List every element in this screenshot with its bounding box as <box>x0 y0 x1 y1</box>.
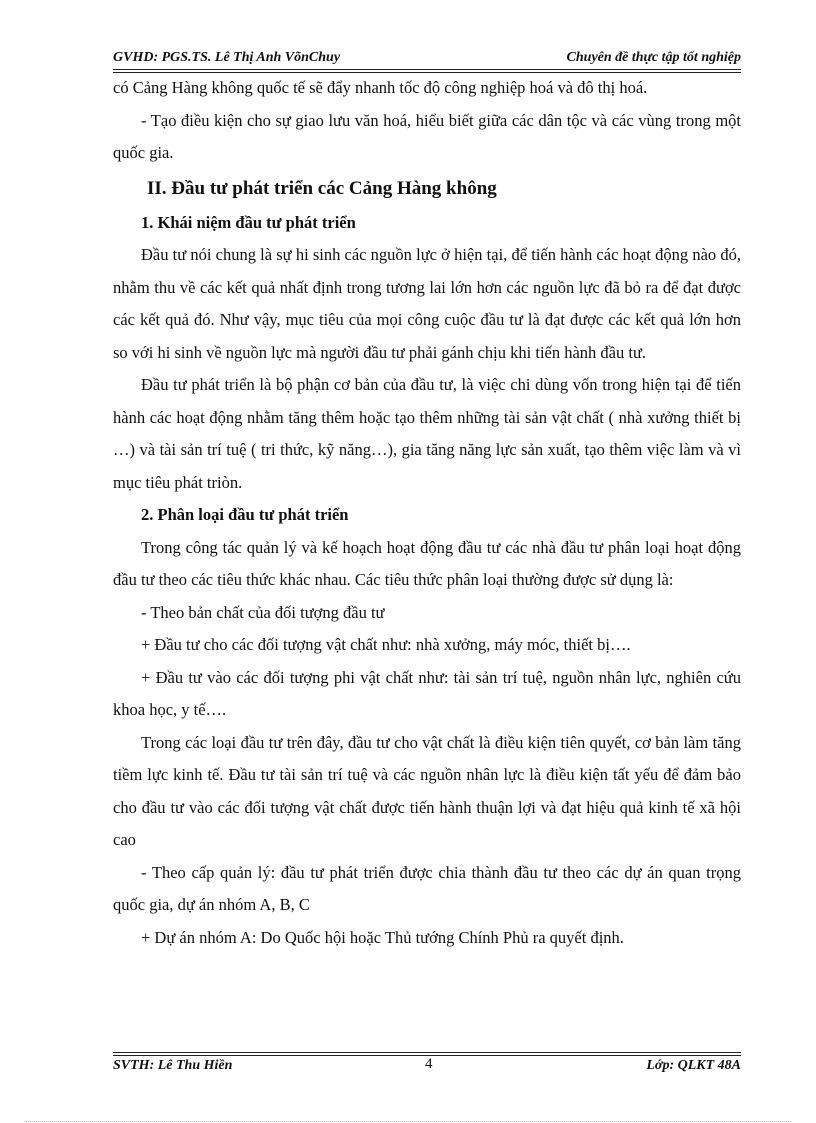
paragraph: + Đầu tư cho các đối tượng vật chất như: nhà xưởng, máy móc, thiết bị…. <box>141 635 631 654</box>
page-edge-dots <box>25 1121 791 1122</box>
page-footer <box>113 1058 741 1076</box>
paragraph: - Tạo điều kiện cho sự giao lưu văn hoá, hiểu biết giữa các dân tộc và các vùng trong một quốc gia. <box>113 110 741 162</box>
paragraph: + Đầu tư vào các đối tượng phi vật chất như: tài sản trí tuệ, nguồn nhân lực, nghiên cứu khoa học, y tế…. <box>113 667 741 719</box>
paragraph: Trong công tác quản lý và kế hoạch hoạt động đầu tư các nhà đầu tư phân loại hoạt động đầu tư theo các tiêu thức khác nhau. Các tiêu thức phân loại thường được sử dụng là: <box>113 537 741 589</box>
paragraph: Đầu tư phát triển là bộ phận cơ bản của đầu tư, là việc chi dùng vốn trong hiện tại để tiến hành các hoạt động nhằm tăng thêm hoặc tạo thêm những tài sản vật chất ( nhà xưởng thiết bị …) và tài sản trí tuệ ( tri thức, kỹ năng…), gia tăng năng lực sản xuất, tạo thêm việc làm và vì mục tiêu phát triòn. <box>113 375 741 492</box>
paragraph: - Theo cấp quản lý: đầu tư phát triển được chia thành đầu tư theo các dự án quan trọng quốc gia, dự án nhóm A, B, C <box>113 862 741 914</box>
section-heading: II. Đầu tư phát triển các Cảng Hàng không <box>147 177 497 199</box>
footer-class: Lớp: QLKT 48A <box>646 1058 741 1073</box>
page-number: 4 <box>425 1056 433 1072</box>
paragraph: Trong các loại đầu tư trên đây, đầu tư cho vật chất là điều kiện tiên quyết, cơ bản làm tăng tiềm lực kinh tế. Đầu tư tài sản trí tuệ và các nguồn nhân lực là điều kiện tất yếu để đảm bảo cho đầu tư vào các đối tượng vật chất được tiến hành thuận lợi và đạt hiệu quả kinh tế xã hội cao <box>113 732 741 849</box>
paragraph: + Dự án nhóm A: Do Quốc hội hoặc Thủ tướng Chính Phủ ra quyết định. <box>141 927 624 947</box>
footer-student: SVTH: Lê Thu Hiền <box>113 1058 233 1073</box>
paragraph: Đầu tư nói chung là sự hi sinh các nguồn lực ở hiện tại, để tiến hành các hoạt động nào đó, nhằm thu về các kết quả nhất định trong tương lai lớn hơn các nguồn lực đã bỏ ra để đạt được các kết quả đó. Như vậy, mục tiêu của mọi công cuộc đầu tư là đạt được các kết quả lớn hơn so với hi sinh về nguồn lực mà người đầu tư phải gánh chịu khi tiến hành đầu tư. <box>113 245 741 362</box>
header-rule <box>113 69 741 70</box>
paragraph: - Theo bản chất của đối tượng đầu tư <box>141 602 385 622</box>
paragraph: có Cảng Hàng không quốc tế sẽ đẩy nhanh tốc độ công nghiệp hoá và đô thị hoá. <box>113 78 648 97</box>
subsection-heading: 1. Khái niệm đầu tư phát triển <box>141 212 356 232</box>
document-body <box>113 72 741 954</box>
footer-rule <box>113 1052 741 1053</box>
header-title: Chuyên đề thực tập tốt nghiệp <box>566 50 741 65</box>
page-header <box>113 50 741 68</box>
header-supervisor: GVHD: PGS.TS. Lê Thị Anh VõnChuy <box>113 50 341 65</box>
subsection-heading: 2. Phân loại đầu tư phát triển <box>141 505 349 524</box>
